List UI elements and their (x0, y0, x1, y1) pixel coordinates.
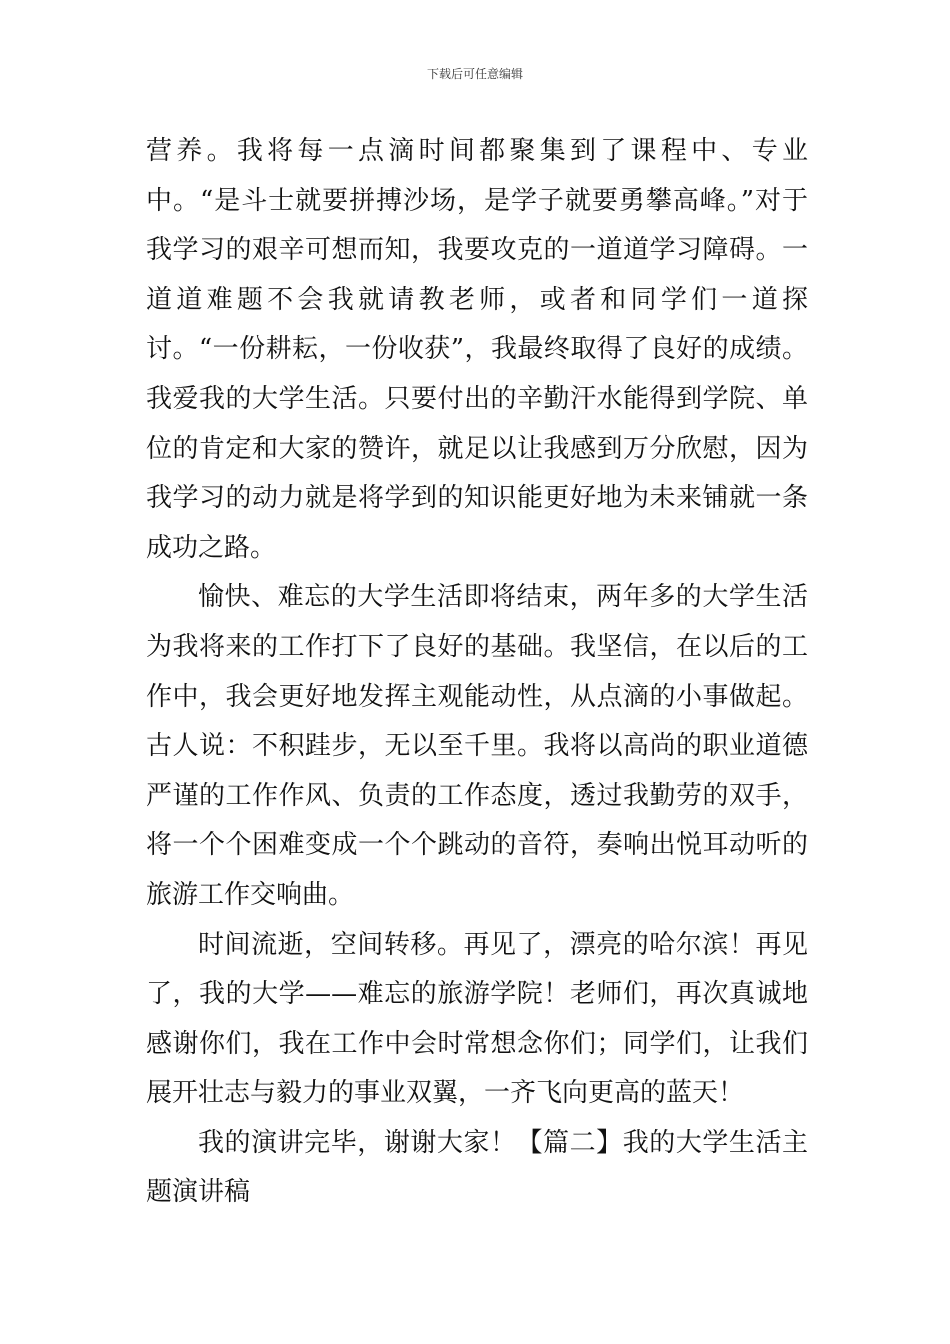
paragraph-closing: 我的演讲完毕，谢谢大家！【篇二】我的大学生活主题演讲稿 (146, 1127, 808, 1208)
paragraph-graduation: 愉快、难忘的大学生活即将结束，两年多的大学生活为我将来的工作打下了良好的基础。我坚信，在以后的工作中，我会更好地发挥主观能动性，从点滴的小事做起。古人说：不积跬步，无以至千里。我将以高尚的职业道德严谨的工作作风、负责的工作态度，透过我勤劳的双手，将一个个困难变成一个个跳动的音符，奏响出悦耳动听的旅游工作交响曲。 (146, 582, 808, 910)
paragraph-continuation: 营养。我将每一点滴时间都聚集到了课程中、专业中。“是斗士就要拼搏沙场，是学子就要勇攀高峰。”对于我学习的艰辛可想而知，我要攻克的一道道学习障碍。一道道难题不会我就请教老师，或者和同学们一道探讨。“一份耕耘，一份收获”，我最终取得了良好的成绩。我爱我的大学生活。只要付出的辛勤汗水能得到学院、单位的肯定和大家的赞许，就足以让我感到万分欣慰，因为我学习的动力就是将学到的知识能更好地为未来铺就一条成功之路。 (146, 136, 808, 563)
paragraph-farewell: 时间流逝，空间转移。再见了，漂亮的哈尔滨！再见了，我的大学——难忘的旅游学院！老师们，再次真诚地感谢你们，我在工作中会时常想念你们；同学们，让我们展开壮志与毅力的事业双翼，一齐飞向更高的蓝天！ (146, 929, 808, 1109)
page-header-note: 下载后可任意编辑 (426, 67, 523, 81)
document-body (146, 127, 808, 1218)
